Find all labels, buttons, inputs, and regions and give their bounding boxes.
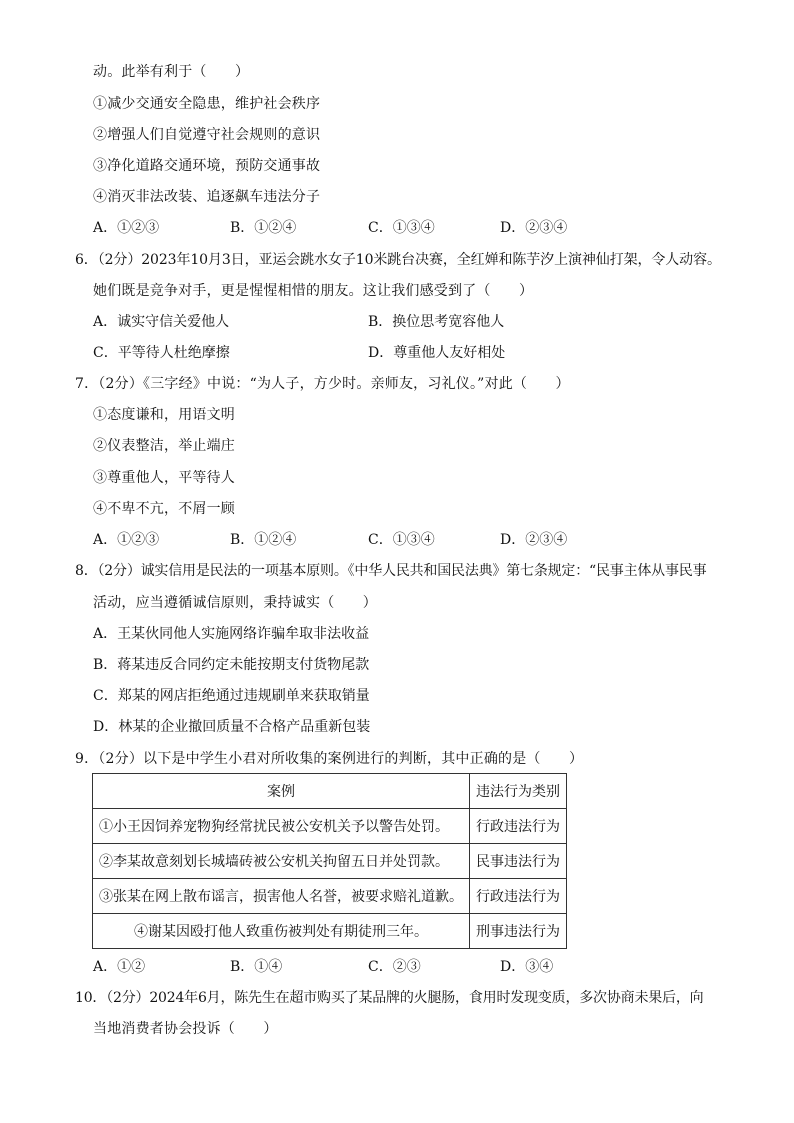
table-cell-case: ③张某在网上散布谣言，损害他人名誉，被要求赔礼道歉。 bbox=[93, 879, 470, 914]
q6-option-d: D．尊重他人友好相处 bbox=[368, 345, 506, 361]
q6-stem-line2: 她们既是竞争对手，更是惺惺相惜的朋友。这让我们感受到了（ ） bbox=[93, 283, 534, 299]
q9-option-a: A．①② bbox=[93, 959, 146, 975]
q7-item-3: ③尊重他人，平等待人 bbox=[93, 470, 235, 486]
table-header-category: 违法行为类别 bbox=[470, 774, 567, 809]
table-cell-category: 行政违法行为 bbox=[470, 879, 567, 914]
table-cell-case: ④谢某因殴打他人致重伤被判处有期徒刑三年。 bbox=[93, 914, 470, 949]
q8-option-c: C．郑某的网店拒绝通过违规刷单来获取销量 bbox=[93, 688, 370, 704]
table-row bbox=[93, 844, 567, 879]
q5-stem-tail: 动。此举有利于（ ） bbox=[93, 64, 250, 80]
q6-stem-line1: 6．（2分）2023年10月3日，亚运会跳水女子10米跳台决赛，全红婵和陈芋汐上演神仙打架，令人动容。 bbox=[75, 252, 721, 268]
case-table bbox=[92, 773, 567, 949]
q5-item-1: ①减少交通安全隐患，维护社会秩序 bbox=[93, 96, 321, 112]
q5-item-2: ②增强人们自觉遵守社会规则的意识 bbox=[93, 127, 321, 143]
q7-item-1: ①态度谦和，用语文明 bbox=[93, 407, 235, 423]
table-header-case: 案例 bbox=[93, 774, 470, 809]
q7-option-a: A．①②③ bbox=[93, 532, 160, 548]
table-cell-case: ①小王因饲养宠物狗经常扰民被公安机关予以警告处罚。 bbox=[93, 809, 470, 844]
q6-option-a: A．诚实守信关爱他人 bbox=[93, 314, 230, 330]
q10-stem-line1: 10．（2分）2024年6月，陈先生在超市购买了某品牌的火腿肠，食用时发现变质，多次协商未果后，向 bbox=[75, 990, 704, 1006]
q9-option-d: D．③④ bbox=[500, 959, 554, 975]
q5-item-3: ③净化道路交通环境，预防交通事故 bbox=[93, 158, 321, 174]
q7-option-b: B．①②④ bbox=[230, 532, 297, 548]
q7-stem: 7．（2分）《三字经》中说：“为人子，方少时。亲师友，习礼仪。”对此（ ） bbox=[75, 376, 570, 392]
q7-option-c: C．①③④ bbox=[368, 532, 435, 548]
table-row bbox=[93, 914, 567, 949]
q9-stem: 9．（2分）以下是中学生小君对所收集的案例进行的判断，其中正确的是（ ） bbox=[75, 751, 584, 767]
table-header-row bbox=[93, 774, 567, 809]
table-cell-category: 民事违法行为 bbox=[470, 844, 567, 879]
q9-option-b: B．①④ bbox=[230, 959, 283, 975]
table-row bbox=[93, 879, 567, 914]
q8-option-b: B．蒋某违反合同约定未能按期支付货物尾款 bbox=[93, 657, 370, 673]
table-cell-category: 行政违法行为 bbox=[470, 809, 567, 844]
q6-option-c: C．平等待人杜绝摩擦 bbox=[93, 345, 230, 361]
q7-item-4: ④不卑不亢，不屑一顾 bbox=[93, 501, 235, 517]
q5-option-c: C．①③④ bbox=[368, 220, 435, 236]
q8-option-d: D．林某的企业撤回质量不合格产品重新包装 bbox=[93, 719, 371, 735]
q5-option-d: D．②③④ bbox=[500, 220, 568, 236]
table-row bbox=[93, 809, 567, 844]
q5-option-b: B．①②④ bbox=[230, 220, 297, 236]
q5-item-4: ④消灭非法改装、追逐飙车违法分子 bbox=[93, 189, 321, 205]
q10-stem-line2: 当地消费者协会投诉（ ） bbox=[93, 1021, 278, 1037]
q6-option-b: B．换位思考宽容他人 bbox=[368, 314, 505, 330]
q8-stem-line1: 8．（2分）诚实信用是民法的一项基本原则。《中华人民共和国民法典》第七条规定：“民事主体从事民事 bbox=[75, 563, 707, 579]
q8-option-a: A．王某伙同他人实施网络诈骗牟取非法收益 bbox=[93, 626, 370, 642]
table-cell-case: ②李某故意刻划长城墙砖被公安机关拘留五日并处罚款。 bbox=[93, 844, 470, 879]
q8-stem-line2: 活动，应当遵循诚信原则，秉持诚实（ ） bbox=[93, 595, 377, 611]
q5-option-a: A．①②③ bbox=[93, 220, 160, 236]
q7-option-d: D．②③④ bbox=[500, 532, 568, 548]
q7-item-2: ②仪表整洁，举止端庄 bbox=[93, 438, 235, 454]
table-cell-category: 刑事违法行为 bbox=[470, 914, 567, 949]
q9-option-c: C．②③ bbox=[368, 959, 421, 975]
